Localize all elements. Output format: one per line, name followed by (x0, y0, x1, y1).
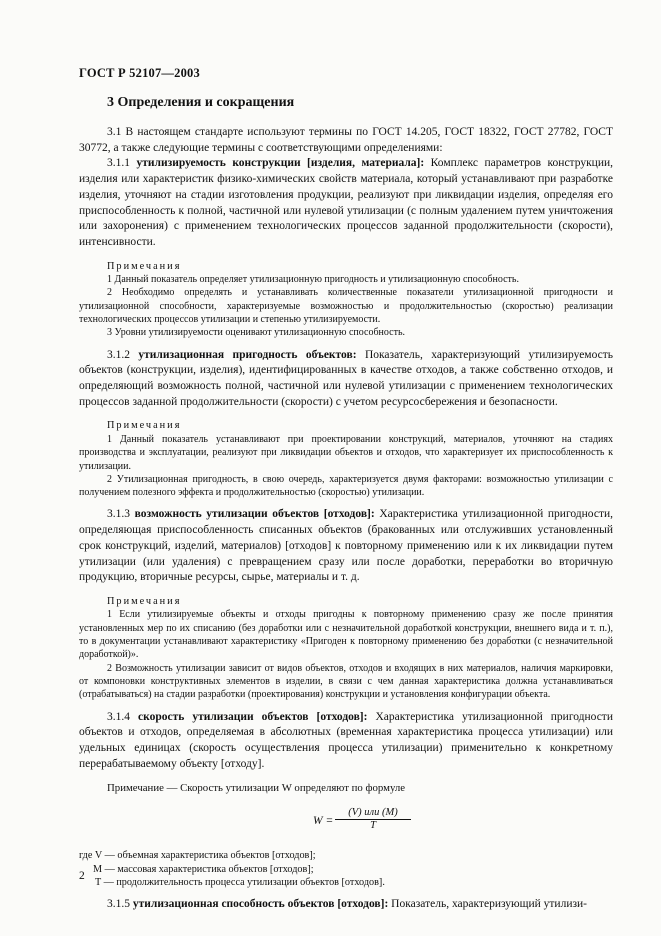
clause-number: 3.1.2 (107, 348, 130, 361)
formula (79, 807, 613, 839)
clause-number: 3.1.3 (107, 508, 130, 521)
clause-number: 3.1.1 (107, 157, 130, 170)
note-item: 1 Данный показатель определяет утилизационную пригодность и утилизационную способность. (107, 274, 519, 286)
paragraph-3-1-3 (79, 507, 613, 586)
paragraph-3-1-2 (79, 348, 613, 411)
note-item: 3 Уровни утилизируемости оценивают утилизационную способность. (107, 327, 405, 339)
term-name: утилизируемость конструкции [изделия, материала]: (136, 157, 425, 170)
term-definition: Характеристика утилизационной пригодности объектов и отходов, определяемая в абсолютных (временная характеристика процесса утилизации) или удельных единицах (скорость осуществления процесса утилизации) применительно к конкретному перерабатываемому объекту [отходу]. (79, 710, 613, 770)
note-item: 2 Утилизационная пригодность, в свою очередь, характеризуется двумя факторами: возможностью утилизации с получением полезного эффекта и продолжительностью (скоростью) утилизации. (79, 473, 613, 499)
paragraph-3-1-4 (79, 710, 613, 773)
formula-denominator: T (370, 820, 376, 832)
document-header: ГОСТ Р 52107—2003 (79, 66, 200, 80)
formula-fraction (335, 807, 411, 831)
term-definition: Комплекс параметров конструкции, изделия или характеристик физико-химических свойств материала, который устанавливают при разработке изделия, уточняют на стадии изготовления продукции, реализуют при ликвидации изделия, определяя его приспособленность к полной, частичной или нулевой утилизации (с полным удалением путем уничтожения или захоронения) с применением технологических процессов заданной продолжительности (скорости), интенсивности. (79, 157, 613, 248)
formula-legend (79, 849, 613, 889)
clause-number: 3.1.5 (107, 897, 130, 910)
term-definition: Показатель, характеризующий утилизируемость объектов (конструкции, изделия), идентифицированных в качестве отходов, а также собственно отходов, и определяющий возможность полной, частичной или нулевой утилизации с применением технологических процессов заданной продолжительности (скорости) с учетом ресурсосбережения и безопасности. (79, 348, 613, 408)
term-name: скорость утилизации объектов [отходов]: (138, 710, 368, 723)
legend-row: M — массовая характеристика объектов [отходов]; (93, 863, 314, 875)
note-formula-intro: Примечание — Скорость утилизации W определяют по формуле (107, 782, 406, 795)
section-title: 3 Определения и сокращения (107, 95, 295, 110)
document-body (79, 95, 613, 913)
term-definition: Характеристика утилизационной пригодности, определяющая приспособленность списанных объектов (бракованных или отслуживших установленный срок конструкций, изделий, материалов) [отходов] к повторному применению или к их ликвидации путем утилизации (или удаления) с превращением сразу или после доработки, переработки во вторичную продукцию, вторичные ресурсы, сырье, материалы и т. д. (79, 508, 614, 584)
formula-lhs: W = (313, 815, 334, 828)
notes-heading: Примечания (107, 260, 182, 272)
legend-row: T — продолжительность процесса утилизации объектов [отходов]. (95, 876, 385, 888)
note-item: 1 Если утилизируемые объекты и отходы пригодны к повторному применению сразу же после принятия установленных мер по их списанию (без доработки или с незначительной доработкой конструкции, внешнего вида и т. п.), то в документации устанавливают характеристику «Пригоден к повторному применению без доработки (с незначительной доработкой)». (79, 609, 613, 661)
term-name: возможность утилизации объектов [отходов]: (134, 508, 375, 521)
note-item: 1 Данный показатель устанавливают при проектировании конструкций, материалов, уточняют на стадиях производства и эксплуатации, реализуют при ликвидации объектов и отходов, что характеризует их приспособленность к утилизации. (79, 433, 613, 472)
term-name: утилизационная способность объектов [отходов]: (132, 897, 389, 910)
clause-number: 3.1.4 (107, 710, 130, 723)
page-number: 2 (79, 870, 85, 882)
notes-heading: Примечания (107, 420, 182, 432)
legend-row: где V — объемная характеристика объектов [отходов]; (79, 850, 316, 862)
term-definition: Показатель, характеризующий утилизи- (388, 897, 587, 910)
paragraph-3-1-1 (79, 156, 613, 250)
note-item: 2 Возможность утилизации зависит от видов объектов, отходов и входящих в них материалов, наличия маркировки, от компоновки конструктивных элементов в изделии, в связи с чем данная характеристика должна устанавливаться (отрабатываться) на стадии разработки (проектирования) конструкции и установления конфигурации объекта. (79, 662, 613, 701)
paragraph-3-1: 3.1 В настоящем стандарте используют термины по ГОСТ 14.205, ГОСТ 18322, ГОСТ 27782, ГОСТ 30772, а также следующие термины с соответствующими определениями: (79, 126, 613, 154)
paragraph-3-1-5 (79, 897, 613, 913)
term-name: утилизационная пригодность объектов: (138, 348, 357, 361)
note-item: 2 Необходимо определять и устанавливать количественные показатели утилизационной пригодности и утилизационной способности, характеризуемые возможностью и продолжительностью (скоростью) реализации технологических процессов утилизации и степенью утилизируемости. (79, 287, 613, 326)
formula-numerator: (V) или (M) (335, 807, 411, 820)
notes-heading: Примечания (107, 595, 182, 607)
